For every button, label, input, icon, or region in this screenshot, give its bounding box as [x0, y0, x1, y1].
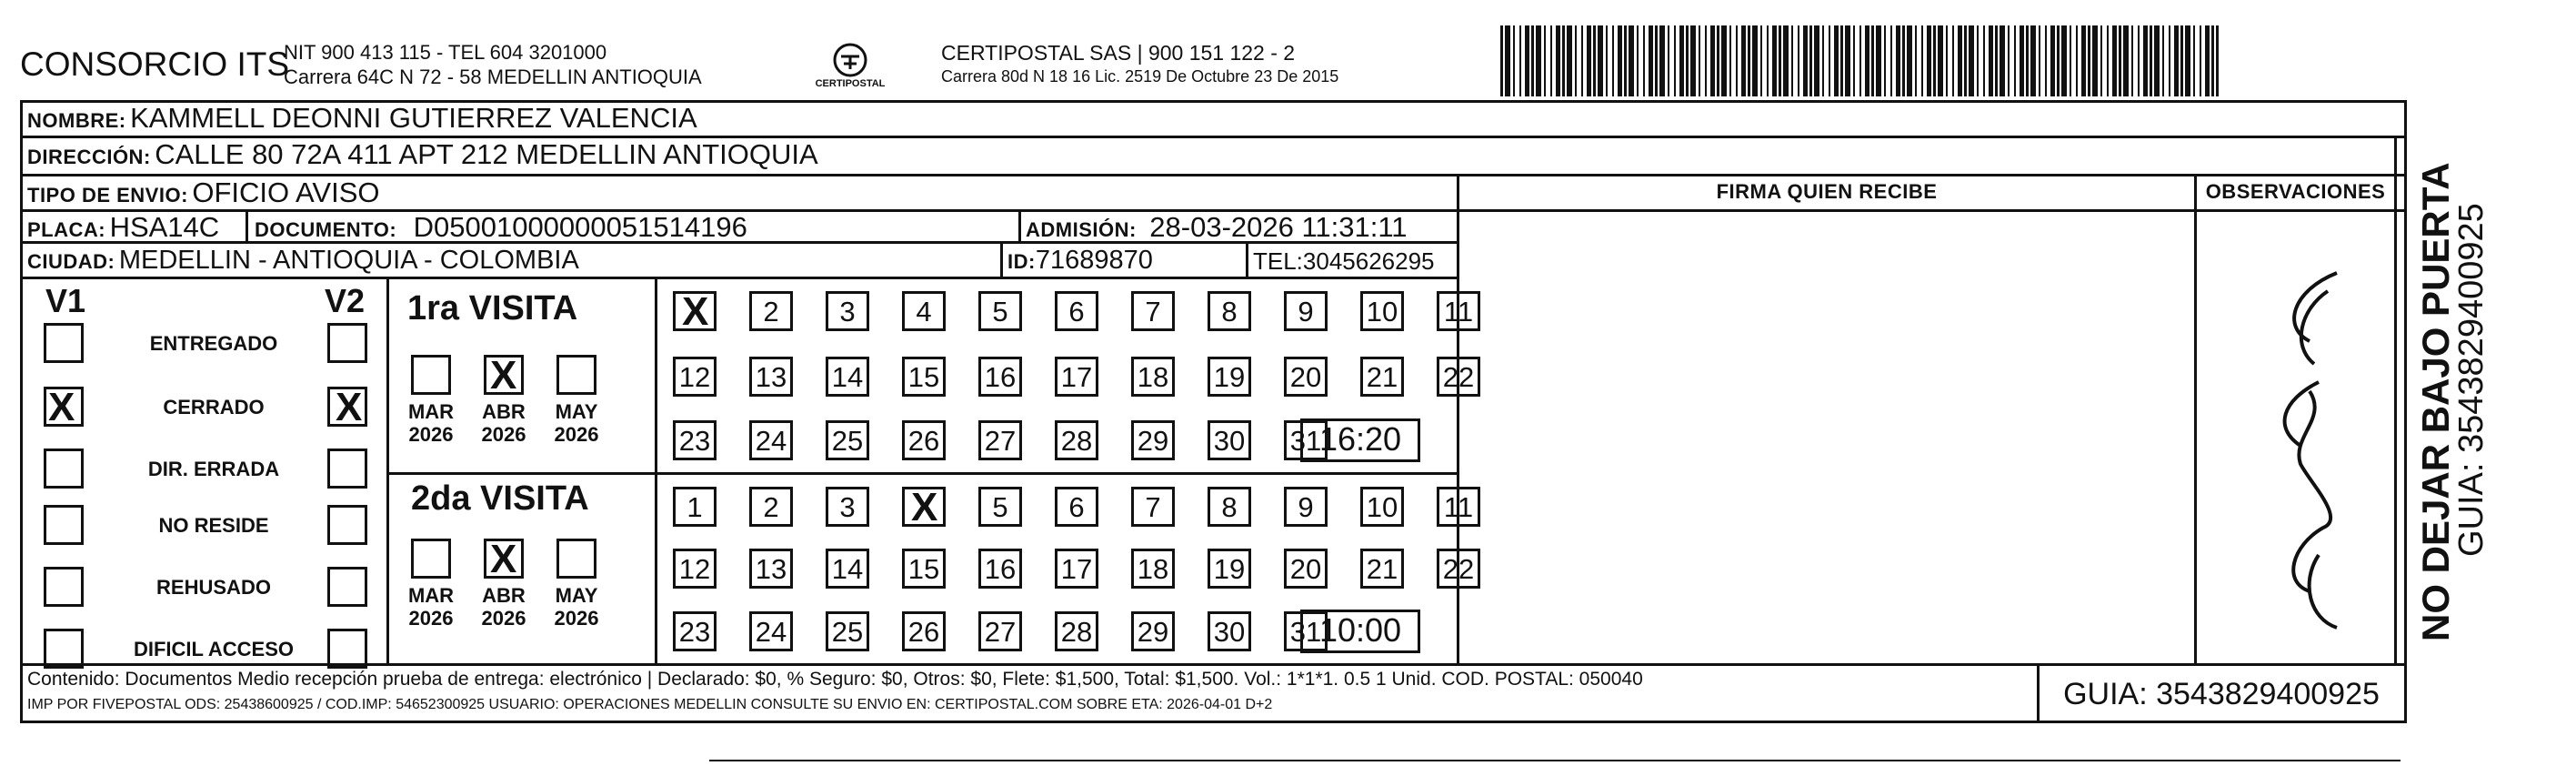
- status-label-entregado: ENTREGADO: [149, 332, 278, 355]
- second-visit-day-24[interactable]: 24: [749, 611, 793, 651]
- month-year: 2026: [481, 607, 526, 630]
- footer-imp: IMP POR FIVEPOSTAL ODS: 25438600925 / COD.IMP: 54652300925 USUARIO: OPERACIONES MEDELLIN CONSULTE SU ENVIO EN: CERTIPOSTAL.COM SOBRE ETA: 2026-04-01 D+2: [27, 697, 1273, 712]
- v1-label: V1: [45, 282, 86, 319]
- second-visit-day-22[interactable]: 22: [1437, 549, 1480, 589]
- tipo-envio-value: OFICIO AVISO: [192, 176, 380, 208]
- first-visit-day-28[interactable]: 28: [1055, 420, 1098, 460]
- first-visit-month-abr[interactable]: [484, 353, 524, 398]
- second-visit-day-6[interactable]: 6: [1055, 487, 1098, 527]
- second-month-label-mar: [404, 584, 458, 630]
- documento-row: [255, 211, 747, 244]
- second-month-label-abr: [476, 584, 531, 630]
- second-visit-month-may[interactable]: [556, 539, 596, 579]
- footer-contenido: Contenido: Documentos Medio recepción prueba de entrega: electrónico | Declarado: $0, % Seguro: $0, Otros: $0, Flete: $1,500, Total: $1,500. Vol.: 1*1*1. 0.5 1 Unid. COD. POSTAL: 050040: [27, 669, 1643, 690]
- ciudad-row: [27, 246, 579, 276]
- second-visit-day-31[interactable]: 31: [1284, 611, 1328, 651]
- second-visit-day-21[interactable]: 21: [1360, 549, 1404, 589]
- nombre-label: NOMBRE:: [27, 109, 126, 132]
- placa-row: [27, 211, 219, 244]
- first-visit-month-mar[interactable]: [411, 355, 451, 395]
- first-visit-day-26[interactable]: 26: [902, 420, 946, 460]
- v2-checkbox-no-reside[interactable]: [327, 505, 367, 545]
- second-visit-day-5[interactable]: 5: [978, 487, 1022, 527]
- v1-checkbox-entregado[interactable]: [44, 323, 84, 363]
- first-visit-day-16[interactable]: 16: [978, 357, 1022, 397]
- id-value: 71689870: [1035, 246, 1153, 275]
- status-label-rehusado: REHUSADO: [156, 576, 271, 599]
- ciudad-value: MEDELLIN - ANTIOQUIA - COLOMBIA: [118, 246, 579, 275]
- first-visit-day-21[interactable]: 21: [1360, 357, 1404, 397]
- first-visit-day-19[interactable]: 19: [1208, 357, 1251, 397]
- admision-row: [1026, 211, 1408, 244]
- month-year: 2026: [408, 607, 454, 630]
- second-visit-label: 2da VISITA: [411, 479, 589, 518]
- status-label-no-reside: NO RESIDE: [158, 514, 269, 537]
- second-visit-day-23[interactable]: 23: [673, 611, 717, 651]
- second-visit-day-18[interactable]: 18: [1131, 549, 1175, 589]
- second-visit-day-2[interactable]: 2: [749, 487, 793, 527]
- v1-check-mark: X: [48, 385, 75, 429]
- first-day-mark: X: [682, 289, 709, 334]
- first-visit-day-24[interactable]: 24: [749, 420, 793, 460]
- admision-value: 28-03-2026 11:31:11: [1149, 211, 1408, 243]
- tel-label: TEL:: [1253, 247, 1303, 275]
- status-label-dificil-acceso: DIFICIL ACCESO: [133, 638, 294, 660]
- month-name: MAY: [555, 400, 598, 423]
- first-visit-day-9[interactable]: 9: [1284, 291, 1328, 331]
- v2-checkbox-dir-errada[interactable]: [327, 449, 367, 489]
- first-visit-day-27[interactable]: 27: [978, 420, 1022, 460]
- second-visit-day-25[interactable]: 25: [826, 611, 869, 651]
- second-visit-day-27[interactable]: 27: [978, 611, 1022, 651]
- first-visit-day-14[interactable]: 14: [826, 357, 869, 397]
- tel-value: 3045626295: [1302, 247, 1435, 275]
- second-visit-day-9[interactable]: 9: [1284, 487, 1328, 527]
- first-visit-day-1[interactable]: [673, 289, 717, 334]
- month-year: 2026: [554, 423, 599, 446]
- nombre-row: [27, 102, 697, 135]
- v1-checkbox-dir-errada[interactable]: [44, 449, 84, 489]
- second-visit-month-abr[interactable]: [484, 539, 524, 579]
- month-name: ABR: [482, 584, 526, 607]
- second-month-mark: X: [490, 537, 517, 581]
- first-visit-day-30[interactable]: 30: [1208, 420, 1251, 460]
- tipo-envio-label: TIPO DE ENVIO:: [27, 184, 188, 207]
- firma-header: FIRMA QUIEN RECIBE: [1716, 180, 1938, 203]
- first-visit-label: 1ra VISITA: [407, 289, 578, 328]
- ciudad-label: CIUDAD:: [27, 250, 115, 273]
- month-year: 2026: [554, 607, 599, 630]
- first-visit-day-25[interactable]: 25: [826, 420, 869, 460]
- first-visit-day-7[interactable]: 7: [1131, 291, 1175, 331]
- first-visit-day-31[interactable]: 31: [1284, 420, 1328, 460]
- v2-check-mark: X: [336, 385, 363, 429]
- second-visit-day-28[interactable]: 28: [1055, 611, 1098, 651]
- first-visit-time[interactable]: 16:20: [1300, 418, 1420, 462]
- first-month-label-mar: [404, 400, 458, 446]
- month-name: MAR: [407, 584, 455, 607]
- first-month-mark: X: [490, 353, 517, 398]
- nombre-value: KAMMELL DEONNI GUTIERREZ VALENCIA: [130, 102, 697, 134]
- second-visit-day-8[interactable]: 8: [1208, 487, 1251, 527]
- placa-label: PLACA:: [27, 218, 106, 241]
- month-name: MAY: [555, 584, 598, 607]
- second-visit-day-17[interactable]: 17: [1055, 549, 1098, 589]
- v2-checkbox-entregado[interactable]: [327, 323, 367, 363]
- first-visit-day-13[interactable]: 13: [749, 357, 793, 397]
- second-visit-month-mar[interactable]: [411, 539, 451, 579]
- first-visit-day-11[interactable]: 11: [1437, 291, 1480, 331]
- tipo-envio-row: [27, 176, 380, 209]
- second-visit-day-3[interactable]: 3: [826, 487, 869, 527]
- second-visit-day-26[interactable]: 26: [902, 611, 946, 651]
- id-row: [1007, 246, 1153, 276]
- first-visit-day-18[interactable]: 18: [1131, 357, 1175, 397]
- second-day-mark: X: [911, 485, 938, 529]
- status-label-cerrado: CERRADO: [163, 396, 265, 418]
- first-visit-day-8[interactable]: 8: [1208, 291, 1251, 331]
- placa-value: HSA14C: [109, 211, 220, 243]
- first-month-label-may: [549, 400, 604, 446]
- first-visit-day-29[interactable]: 29: [1131, 420, 1175, 460]
- second-visit-day-11[interactable]: 11: [1437, 487, 1480, 527]
- direccion-row: [27, 138, 818, 171]
- certipostal-line-2: Carrera 80d N 18 16 Lic. 2519 De Octubre 23 De 2015: [941, 67, 1339, 86]
- first-visit-day-12[interactable]: 12: [673, 357, 717, 397]
- second-visit-day-29[interactable]: 29: [1131, 611, 1175, 651]
- barcode: [1500, 25, 2219, 96]
- first-visit-day-4[interactable]: 4: [902, 291, 946, 331]
- side-warning: NO DEJAR BAJO PUERTA: [2414, 162, 2457, 641]
- first-visit-month-may[interactable]: [556, 355, 596, 395]
- direccion-label: DIRECCIÓN:: [27, 146, 151, 168]
- month-year: 2026: [408, 423, 454, 446]
- month-name: MAR: [407, 400, 455, 423]
- documento-label: DOCUMENTO:: [255, 218, 397, 241]
- second-visit-day-30[interactable]: 30: [1208, 611, 1251, 651]
- month-name: ABR: [482, 400, 526, 423]
- first-visit-day-5[interactable]: 5: [978, 291, 1022, 331]
- certipostal-logo: [814, 40, 887, 96]
- v2-label: V2: [325, 282, 366, 319]
- side-guia: GUIA: 3543829400925: [2452, 203, 2491, 557]
- signature: [2200, 255, 2382, 646]
- v2-checkbox-dificil-acceso[interactable]: [327, 629, 367, 669]
- admision-label: ADMISIÓN:: [1026, 218, 1137, 241]
- second-visit-day-19[interactable]: 19: [1208, 549, 1251, 589]
- first-visit-day-15[interactable]: 15: [902, 357, 946, 397]
- first-visit-day-10[interactable]: 10: [1360, 291, 1404, 331]
- second-visit-day-15[interactable]: 15: [902, 549, 946, 589]
- second-visit-time[interactable]: 10:00: [1300, 610, 1420, 653]
- v1-checkbox-cerrado[interactable]: [44, 387, 84, 427]
- second-visit-day-7[interactable]: 7: [1131, 487, 1175, 527]
- first-visit-day-22[interactable]: 22: [1437, 357, 1480, 397]
- first-visit-day-2[interactable]: 2: [749, 291, 793, 331]
- v2-checkbox-cerrado[interactable]: [327, 387, 367, 427]
- id-label: ID:: [1007, 250, 1036, 273]
- second-visit-day-16[interactable]: 16: [978, 549, 1022, 589]
- first-visit-day-23[interactable]: 23: [673, 420, 717, 460]
- logo-text: CERTIPOSTAL: [815, 78, 886, 89]
- second-visit-day-1[interactable]: 1: [673, 487, 717, 527]
- first-visit-day-3[interactable]: 3: [826, 291, 869, 331]
- month-year: 2026: [481, 423, 526, 446]
- first-visit-day-17[interactable]: 17: [1055, 357, 1098, 397]
- certipostal-line-1: CERTIPOSTAL SAS | 900 151 122 - 2: [941, 41, 1296, 65]
- first-visit-day-20[interactable]: 20: [1284, 357, 1328, 397]
- second-visit-day-4[interactable]: [902, 487, 946, 527]
- documento-value: D05001000000051514196: [413, 211, 747, 243]
- footer-guia: GUIA: 3543829400925: [2063, 677, 2380, 711]
- second-visit-day-13[interactable]: 13: [749, 549, 793, 589]
- second-visit-day-10[interactable]: 10: [1360, 487, 1404, 527]
- second-month-label-may: [549, 584, 604, 630]
- v1-checkbox-rehusado[interactable]: [44, 567, 84, 607]
- company-line-2: Carrera 64C N 72 - 58 MEDELLIN ANTIOQUIA: [284, 66, 702, 88]
- second-visit-day-14[interactable]: 14: [826, 549, 869, 589]
- first-month-label-abr: [476, 400, 531, 446]
- second-visit-day-20[interactable]: 20: [1284, 549, 1328, 589]
- second-visit-day-12[interactable]: 12: [673, 549, 717, 589]
- status-label-dir-errada: DIR. ERRADA: [147, 458, 280, 480]
- v1-checkbox-dificil-acceso[interactable]: [44, 629, 84, 669]
- direccion-value: CALLE 80 72A 411 APT 212 MEDELLIN ANTIOQUIA: [155, 138, 818, 170]
- v2-checkbox-rehusado[interactable]: [327, 567, 367, 607]
- company-line-1: NIT 900 413 115 - TEL 604 3201000: [284, 41, 607, 64]
- company-name: CONSORCIO ITS: [20, 45, 290, 83]
- first-visit-day-6[interactable]: 6: [1055, 291, 1098, 331]
- v1-checkbox-no-reside[interactable]: [44, 505, 84, 545]
- tel-row: [1253, 247, 1435, 276]
- observaciones-header: OBSERVACIONES: [2205, 180, 2386, 203]
